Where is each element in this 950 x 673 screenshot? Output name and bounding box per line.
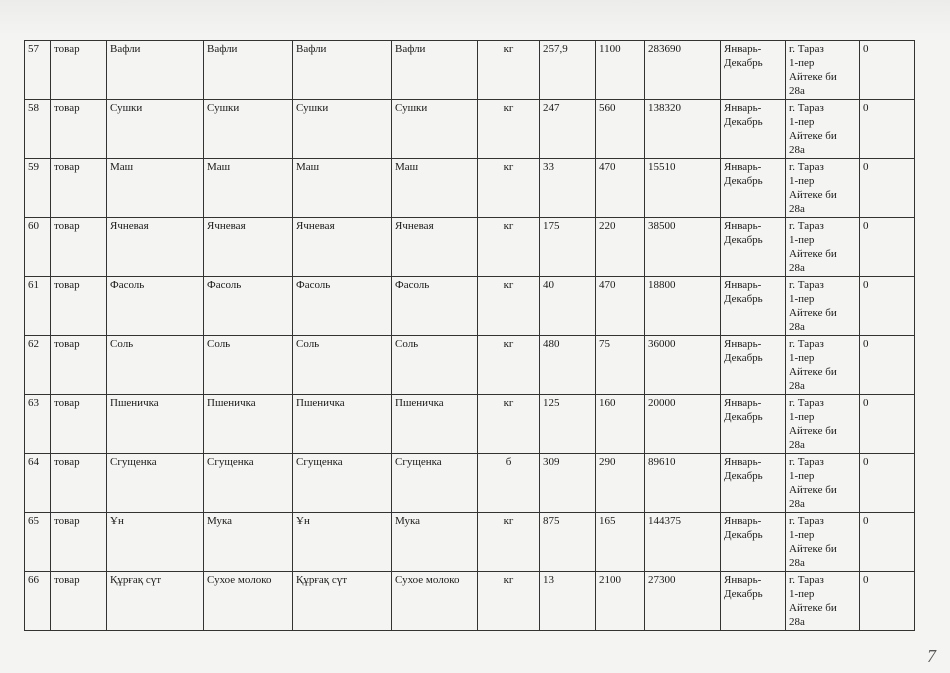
address-line: г. Тараз [789, 102, 824, 114]
table-row [25, 513, 915, 572]
status-cell: 0 [860, 159, 915, 218]
table-row [25, 454, 915, 513]
quantity-cell: 257,9 [540, 41, 596, 100]
sum-cell: 89610 [645, 454, 721, 513]
address-cell [786, 277, 860, 336]
period-line: Январь- [724, 338, 762, 350]
name-kz-short-cell: Ячневая [293, 218, 392, 277]
name-ru-short-cell: Сгущенка [392, 454, 478, 513]
name-kz-short-cell: Сушки [293, 100, 392, 159]
name-kz-cell: Соль [107, 336, 204, 395]
row-number-cell: 65 [25, 513, 51, 572]
price-cell: 165 [596, 513, 645, 572]
address-line: 28а [789, 321, 805, 333]
name-ru-cell: Сухое молоко [204, 572, 293, 631]
item-type-cell: товар [51, 395, 107, 454]
quantity-cell: 125 [540, 395, 596, 454]
table-row [25, 572, 915, 631]
address-line: г. Тараз [789, 574, 824, 586]
address-line: 28а [789, 144, 805, 156]
quantity-cell: 480 [540, 336, 596, 395]
sum-cell: 36000 [645, 336, 721, 395]
status-cell: 0 [860, 572, 915, 631]
scan-top-edge [0, 0, 950, 36]
address-line: г. Тараз [789, 515, 824, 527]
period-line: Январь- [724, 515, 762, 527]
name-ru-cell: Вафли [204, 41, 293, 100]
quantity-cell: 175 [540, 218, 596, 277]
address-line: 28а [789, 203, 805, 215]
price-cell: 220 [596, 218, 645, 277]
price-cell: 160 [596, 395, 645, 454]
name-ru-short-cell: Вафли [392, 41, 478, 100]
address-line: Айтеке би [789, 602, 837, 614]
row-number-cell: 64 [25, 454, 51, 513]
page-number: 7 [927, 646, 936, 666]
name-ru-short-cell: Сухое молоко [392, 572, 478, 631]
unit-cell: кг [478, 41, 540, 100]
period-line: Декабрь [724, 411, 763, 423]
item-type-cell: товар [51, 41, 107, 100]
address-line: г. Тараз [789, 397, 824, 409]
period-cell [721, 454, 786, 513]
period-cell [721, 513, 786, 572]
row-number-cell: 58 [25, 100, 51, 159]
status-cell: 0 [860, 395, 915, 454]
period-cell [721, 218, 786, 277]
quantity-cell: 13 [540, 572, 596, 631]
table-row [25, 336, 915, 395]
address-line: 1-пер [789, 293, 815, 305]
address-line: 28а [789, 380, 805, 392]
unit-cell: кг [478, 395, 540, 454]
row-number-cell: 59 [25, 159, 51, 218]
unit-cell: кг [478, 218, 540, 277]
name-ru-short-cell: Ячневая [392, 218, 478, 277]
name-kz-cell: Пшеничка [107, 395, 204, 454]
name-ru-cell: Мука [204, 513, 293, 572]
name-ru-short-cell: Мука [392, 513, 478, 572]
name-kz-short-cell: Сгущенка [293, 454, 392, 513]
price-cell: 2100 [596, 572, 645, 631]
address-line: 1-пер [789, 529, 815, 541]
address-line: г. Тараз [789, 338, 824, 350]
address-line: Айтеке би [789, 425, 837, 437]
row-number-cell: 61 [25, 277, 51, 336]
price-cell: 470 [596, 277, 645, 336]
price-cell: 470 [596, 159, 645, 218]
address-line: Айтеке би [789, 366, 837, 378]
address-line: 1-пер [789, 588, 815, 600]
item-type-cell: товар [51, 336, 107, 395]
sum-cell: 18800 [645, 277, 721, 336]
item-type-cell: товар [51, 454, 107, 513]
name-kz-cell: Ячневая [107, 218, 204, 277]
period-line: Январь- [724, 161, 762, 173]
address-line: Айтеке би [789, 189, 837, 201]
period-line: Декабрь [724, 175, 763, 187]
price-cell: 75 [596, 336, 645, 395]
unit-cell: кг [478, 572, 540, 631]
address-cell [786, 336, 860, 395]
name-kz-short-cell: Фасоль [293, 277, 392, 336]
period-line: Декабрь [724, 234, 763, 246]
address-cell [786, 159, 860, 218]
table-row [25, 100, 915, 159]
table-row [25, 277, 915, 336]
name-kz-short-cell: Пшеничка [293, 395, 392, 454]
period-cell [721, 100, 786, 159]
address-line: г. Тараз [789, 161, 824, 173]
period-line: Декабрь [724, 116, 763, 128]
period-cell [721, 277, 786, 336]
address-line: 28а [789, 85, 805, 97]
address-line: 28а [789, 616, 805, 628]
quantity-cell: 247 [540, 100, 596, 159]
price-cell: 1100 [596, 41, 645, 100]
period-cell [721, 41, 786, 100]
period-cell [721, 572, 786, 631]
status-cell: 0 [860, 454, 915, 513]
table-body [25, 41, 915, 631]
address-line: 28а [789, 439, 805, 451]
table-row [25, 41, 915, 100]
name-ru-cell: Сушки [204, 100, 293, 159]
name-ru-cell: Сгущенка [204, 454, 293, 513]
address-line: Айтеке би [789, 543, 837, 555]
name-kz-cell: Ұн [107, 513, 204, 572]
price-cell: 290 [596, 454, 645, 513]
address-line: г. Тараз [789, 43, 824, 55]
item-type-cell: товар [51, 218, 107, 277]
period-line: Декабрь [724, 470, 763, 482]
address-cell [786, 41, 860, 100]
period-line: Декабрь [724, 57, 763, 69]
period-cell [721, 336, 786, 395]
item-type-cell: товар [51, 277, 107, 336]
name-kz-cell: Құрғақ сүт [107, 572, 204, 631]
address-line: 1-пер [789, 470, 815, 482]
quantity-cell: 309 [540, 454, 596, 513]
period-cell [721, 395, 786, 454]
address-line: 1-пер [789, 352, 815, 364]
item-type-cell: товар [51, 513, 107, 572]
table-row [25, 159, 915, 218]
unit-cell: кг [478, 336, 540, 395]
status-cell: 0 [860, 336, 915, 395]
name-ru-short-cell: Маш [392, 159, 478, 218]
row-number-cell: 57 [25, 41, 51, 100]
sum-cell: 144375 [645, 513, 721, 572]
price-cell: 560 [596, 100, 645, 159]
name-kz-short-cell: Маш [293, 159, 392, 218]
period-line: Январь- [724, 397, 762, 409]
procurement-table [24, 40, 915, 631]
address-line: г. Тараз [789, 456, 824, 468]
name-kz-short-cell: Вафли [293, 41, 392, 100]
address-line: Айтеке би [789, 484, 837, 496]
address-line: 28а [789, 498, 805, 510]
name-ru-short-cell: Соль [392, 336, 478, 395]
sum-cell: 38500 [645, 218, 721, 277]
sum-cell: 283690 [645, 41, 721, 100]
address-line: Айтеке би [789, 307, 837, 319]
unit-cell: кг [478, 513, 540, 572]
period-line: Январь- [724, 220, 762, 232]
address-cell [786, 454, 860, 513]
address-line: 1-пер [789, 411, 815, 423]
row-number-cell: 60 [25, 218, 51, 277]
name-ru-cell: Ячневая [204, 218, 293, 277]
sum-cell: 138320 [645, 100, 721, 159]
name-kz-cell: Маш [107, 159, 204, 218]
name-kz-cell: Фасоль [107, 277, 204, 336]
period-line: Январь- [724, 456, 762, 468]
quantity-cell: 875 [540, 513, 596, 572]
unit-cell: кг [478, 100, 540, 159]
sum-cell: 15510 [645, 159, 721, 218]
status-cell: 0 [860, 100, 915, 159]
address-line: 28а [789, 262, 805, 274]
address-line: 1-пер [789, 57, 815, 69]
address-line: Айтеке би [789, 130, 837, 142]
quantity-cell: 40 [540, 277, 596, 336]
address-cell [786, 395, 860, 454]
period-line: Декабрь [724, 293, 763, 305]
address-line: г. Тараз [789, 279, 824, 291]
name-ru-cell: Соль [204, 336, 293, 395]
address-cell [786, 218, 860, 277]
name-ru-short-cell: Сушки [392, 100, 478, 159]
period-cell [721, 159, 786, 218]
name-kz-short-cell: Құрғақ сүт [293, 572, 392, 631]
address-cell [786, 572, 860, 631]
row-number-cell: 66 [25, 572, 51, 631]
address-line: 1-пер [789, 234, 815, 246]
period-line: Декабрь [724, 529, 763, 541]
address-line: г. Тараз [789, 220, 824, 232]
unit-cell: кг [478, 159, 540, 218]
name-ru-cell: Маш [204, 159, 293, 218]
address-line: 1-пер [789, 116, 815, 128]
unit-cell: кг [478, 277, 540, 336]
address-cell [786, 100, 860, 159]
sum-cell: 20000 [645, 395, 721, 454]
address-line: Айтеке би [789, 248, 837, 260]
unit-cell: б [478, 454, 540, 513]
address-line: Айтеке би [789, 71, 837, 83]
table-row [25, 395, 915, 454]
name-ru-short-cell: Фасоль [392, 277, 478, 336]
item-type-cell: товар [51, 159, 107, 218]
row-number-cell: 62 [25, 336, 51, 395]
status-cell: 0 [860, 218, 915, 277]
address-line: 28а [789, 557, 805, 569]
table-row [25, 218, 915, 277]
period-line: Январь- [724, 279, 762, 291]
name-ru-short-cell: Пшеничка [392, 395, 478, 454]
sum-cell: 27300 [645, 572, 721, 631]
row-number-cell: 63 [25, 395, 51, 454]
status-cell: 0 [860, 513, 915, 572]
period-line: Январь- [724, 43, 762, 55]
period-line: Декабрь [724, 352, 763, 364]
name-kz-cell: Сушки [107, 100, 204, 159]
period-line: Январь- [724, 574, 762, 586]
period-line: Январь- [724, 102, 762, 114]
status-cell: 0 [860, 41, 915, 100]
name-kz-short-cell: Соль [293, 336, 392, 395]
status-cell: 0 [860, 277, 915, 336]
quantity-cell: 33 [540, 159, 596, 218]
name-kz-cell: Вафли [107, 41, 204, 100]
address-line: 1-пер [789, 175, 815, 187]
name-ru-cell: Пшеничка [204, 395, 293, 454]
item-type-cell: товар [51, 572, 107, 631]
name-kz-cell: Сгущенка [107, 454, 204, 513]
name-kz-short-cell: Ұн [293, 513, 392, 572]
address-cell [786, 513, 860, 572]
item-type-cell: товар [51, 100, 107, 159]
name-ru-cell: Фасоль [204, 277, 293, 336]
period-line: Декабрь [724, 588, 763, 600]
